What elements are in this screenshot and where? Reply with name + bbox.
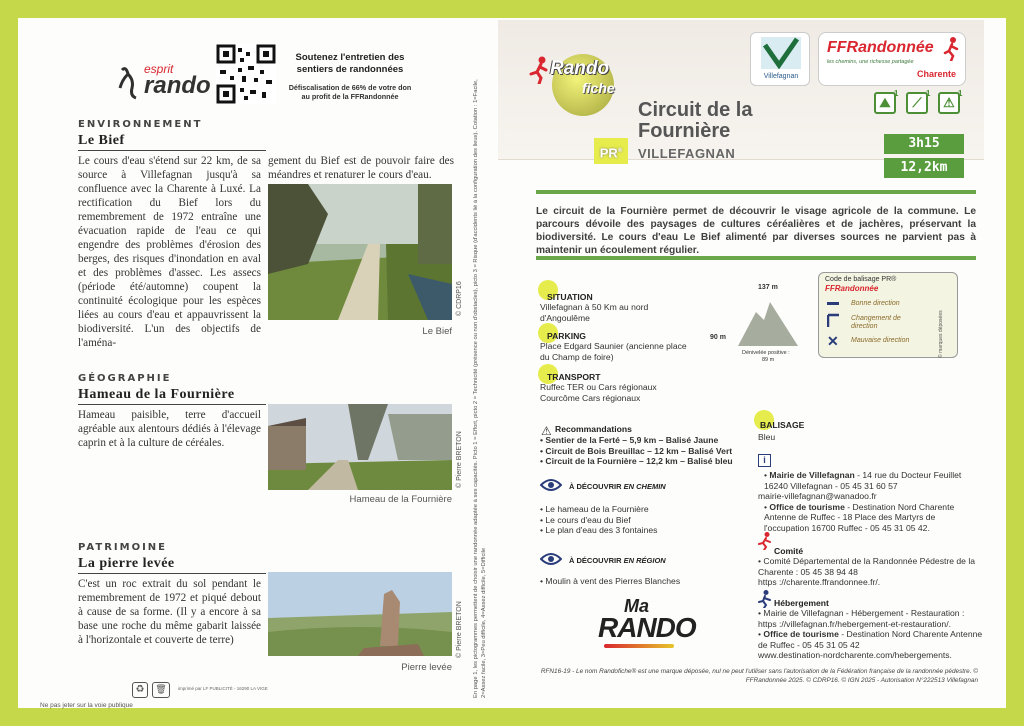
chemin-label: À DÉCOUVRIR EN CHEMIN (569, 482, 666, 491)
villefagnan-logo-text: Villefagnan (763, 73, 799, 80)
info-mairie-mail: mairie-villefagnan@wanadoo.fr (758, 491, 877, 501)
pr-badge: PR® (594, 138, 628, 164)
recommandation-item: • Circuit de la Fournière – 12,2 km – Balisé bleu (540, 456, 733, 466)
photo-credit-pierre: © Pierre BRETON (456, 601, 463, 658)
le-bief-text-col1: Le cours d'eau s'étend sur 22 km, de sa source à Villefagnan jusqu'à sa confluence avec la Charente à Luxé. La rectification du Bief lors du remembrement de 1972 entraîne une évacuation rapide de l'eau ce qui engendre des problèmes d'érosion des berges, des risques d'inondation en aval et des problèmes d'assec. Les assecs (période été/automne) coupent la continuité écologique pour les espèces liées au cours d'eau et appauvrissent la biodiversité. L'un des objectifs de l'aména- (78, 155, 261, 349)
photo-credit-hameau: © Pierre BRETON (456, 431, 463, 488)
chemin-item: • Le hameau de la Fournière (540, 504, 649, 514)
commune-name: VILLEFAGNAN (638, 146, 736, 161)
comite-block (758, 556, 978, 588)
info-mairie: • Mairie de Villefagnan - 14 rue du Docteur Feuillet 16240 Villefagnan - 05 45 31 60 57 (764, 470, 962, 491)
bonne-direction-icon (827, 302, 839, 305)
photo-le-bief (268, 184, 452, 320)
balisage-item-bonne: Bonne direction (851, 300, 900, 307)
rando-fiche-line2: fiche (582, 80, 615, 96)
section-label-geographie: GÉOGRAPHIE (78, 373, 172, 384)
footer-printer: imprimé par LF PUBLICITÉ - 16290 LA VIGE (178, 686, 268, 691)
comite-url: https ://charente.ffrandonnee.fr/. (758, 577, 881, 587)
changement-direction-icon (827, 313, 841, 329)
parking-label: PARKING (547, 331, 586, 341)
section-label-environnement: ENVIRONNEMENT (78, 119, 203, 130)
support-block (286, 52, 414, 101)
recycle-icon: ♻ (132, 682, 148, 698)
duration-box: 3h15 (884, 134, 964, 154)
le-bief-text-col2: gement du Bief est de pouvoir faire des méandres et renaturer le cours d'eau. (268, 155, 454, 181)
photo-credit-le-bief: © CDRP16 (456, 281, 463, 316)
ma-rando-bottom: RANDO (598, 612, 696, 643)
situation-text: Villefagnan à 50 Km au nord d'Angoulême (540, 302, 649, 323)
balisage-value: Bleu (758, 432, 776, 442)
ffr-name: FFRandonnée (827, 39, 934, 56)
hebergement-url: www.destination-nordcharente.com/hebergements. (758, 650, 952, 660)
section-title-le-bief: Le Bief (78, 133, 266, 151)
section-label-patrimoine: PATRIMOINE (78, 542, 167, 553)
eye-icon (540, 478, 562, 492)
warning-icon: ⚠ (541, 424, 552, 438)
comite-label: Comité (774, 546, 804, 556)
balisage-code-credit: © marques déposées (938, 310, 944, 358)
balisage-label: BALISAGE (760, 420, 805, 430)
hebergement-mairie: • Mairie de Villefagnan - Hébergement - Restauration : https ://villefagnan.fr/hebergement-et-restauration/. (758, 608, 965, 629)
region-item: • Moulin à vent des Pierres Blanches (540, 576, 681, 586)
elevation-profile (708, 280, 818, 363)
ffr-tagline: les chemins, une richesse partagée (827, 59, 914, 65)
balisage-code-title: Code de balisage PR® (825, 276, 897, 283)
esprit-label: esprit (144, 62, 174, 76)
recommandations-list (540, 435, 733, 467)
situation-label: SITUATION (547, 292, 593, 302)
hebergement-label: Hébergement (774, 598, 829, 608)
recommandation-item: • Circuit de Bois Breuillac – 12 km – Balisé Vert (540, 445, 733, 456)
info-block (758, 470, 978, 533)
comite-runner-icon (758, 532, 772, 550)
photo-hameau (268, 404, 452, 490)
caption-hameau: Hameau de la Fournière (349, 494, 452, 505)
eye-icon (540, 552, 562, 566)
elevation-max: 137 m (758, 284, 778, 291)
hiker-figure-icon (116, 66, 142, 100)
photo-pierre-levee (268, 572, 452, 656)
caption-pierre-levee: Pierre levée (401, 662, 452, 673)
esprit-rando-logo (116, 62, 216, 102)
picto-risque-icon: ⚠ (938, 92, 960, 114)
hameau-text: Hameau paisible, terre d'accueil agréable aux alentours dédiés à l'élevage caprin et à la culture de céréales. (78, 409, 261, 449)
footer-right: RFN16-19 - Le nom Randofiche® est une marque déposée, nul ne peut l'utiliser sans l'autorisation de la Fédération française de la randonnée pédestre. © FFRandonnée 2025. © CDRP16. © IGN 2025 - Autorisation N°222513 Villefagnan (540, 668, 978, 684)
caption-le-bief: Le Bief (422, 326, 452, 337)
ffr-region: Charente (917, 69, 957, 79)
picto-effort-value: 1 (894, 89, 899, 98)
brochure-sheet (18, 18, 1006, 708)
transport-text: Ruffec TER ou Cars régionaux Courcôme Cars régionaux (540, 382, 657, 403)
villefagnan-emblem-icon (761, 37, 801, 69)
info-ot: • Office de tourisme - Destination Nord Charente Antenne de Ruffec - 18 Place des Martyrs de l'occupation 16700 Ruffec - 05 45 31 05 42. (764, 501, 955, 533)
hebergement-block (758, 608, 984, 661)
picto-technicite-value: 1 (926, 89, 931, 98)
intro-text: Le circuit de la Fournière permet de découvrir le visage agricole de la commune. Le parcours dévoile des paysages de cultures céréalières et de jachères, préservant la biodiversité. Le cours d'eau Le Bief alimenté par diverses sources ne parvient pas à maintenir un écoulement régulier. (536, 206, 976, 256)
info-icon: i (758, 454, 771, 467)
recommandation-item: • Sentier de la Ferté – 5,9 km – Balisé Jaune (540, 435, 719, 445)
rando-fiche-logo (528, 52, 636, 116)
chemin-list (540, 504, 657, 536)
bin-icon: 🗑 (152, 682, 170, 698)
circuit-title: Circuit de la Fournière (638, 99, 753, 142)
ffr-hiker-icon (943, 37, 961, 61)
elevation-gain: 89 m (762, 357, 775, 363)
picto-effort-icon: ⛰ (874, 92, 896, 114)
vertical-note: En page 1, les pictogrammes permettent de choisir une randonnée adaptée à ses capacités. Picto 1 = Effort, picto 2 = Technicité (présence ou non d'obstacles), picto 3 = Risque (d'accidents lié à la configuration des lieux). Cotation : 1=Facile, 2=Assez facile, 3=Peu difficile, 4=Assez difficile, 5=Difficile (473, 79, 487, 698)
balisage-code-box (818, 272, 958, 358)
separator-bar (536, 190, 976, 194)
elevation-gain-label: Dénivelée positive : (742, 350, 790, 356)
rando-fiche-line1: Rando (550, 58, 610, 79)
elevation-min: 90 m (710, 334, 726, 341)
distance-box: 12,2km (884, 158, 964, 178)
parking-text: Place Edgard Saunier (ancienne place du Champ de foire) (540, 341, 687, 362)
qr-code (216, 44, 276, 104)
runner-icon (528, 56, 550, 84)
ma-rando-top: Ma (624, 596, 650, 616)
section-title-pierre-levee: La pierre levée (78, 556, 266, 574)
ffrandonnee-logo (818, 32, 966, 86)
pierre-levee-text: C'est un roc extrait du sol pendant le remembrement de 1972 et piqué debout à cause de sa forme. (Il y a encore à sa base une roche du même gabarit laissée à l'horizontale et couverte de terre) (78, 578, 261, 646)
villefagnan-logo (750, 32, 810, 86)
mauvaise-direction-icon: ✕ (827, 333, 839, 349)
ma-rando-swoosh-icon (604, 644, 674, 648)
support-sub: Défiscalisation de 66% de votre don au profit de la FFRandonnée (288, 83, 412, 101)
balisage-item-changement: Changement de direction (851, 315, 901, 330)
section-title-hameau: Hameau de la Fournière (78, 387, 266, 405)
hebergement-hiker-icon (758, 590, 772, 608)
difficulty-pictos (874, 89, 974, 118)
chemin-item: • Le plan d'eau des 3 fontaines (540, 525, 658, 535)
support-title: Soutenez l'entretien des sentiers de randonnées (295, 52, 405, 75)
footer-no-litter: Ne pas jeter sur la voie publique (40, 702, 133, 709)
separator-bar-2 (536, 256, 976, 260)
transport-label: TRANSPORT (547, 372, 601, 382)
chemin-item: • Le cours d'eau du Bief (540, 514, 631, 525)
recommandations-label: Recommandations (555, 424, 632, 434)
hebergement-ot: • Office de tourisme - Destination Nord Charente Antenne de Ruffec - 05 45 31 05 42 (758, 629, 983, 650)
picto-technicite-icon: ⟋ (906, 92, 928, 114)
balisage-item-mauvaise: Mauvaise direction (851, 337, 910, 344)
rando-label: rando (144, 72, 211, 99)
region-label: À DÉCOUVRIR EN RÉGION (569, 556, 666, 565)
ma-rando-logo (598, 596, 696, 656)
elevation-triangle (738, 296, 798, 346)
balisage-code-brand: FFRandonnée (825, 284, 879, 293)
picto-risque-value: 1 (958, 89, 963, 98)
comite-text: • Comité Départemental de la Randonnée Pédestre de la Charente : 05 45 38 94 48 (758, 556, 976, 577)
